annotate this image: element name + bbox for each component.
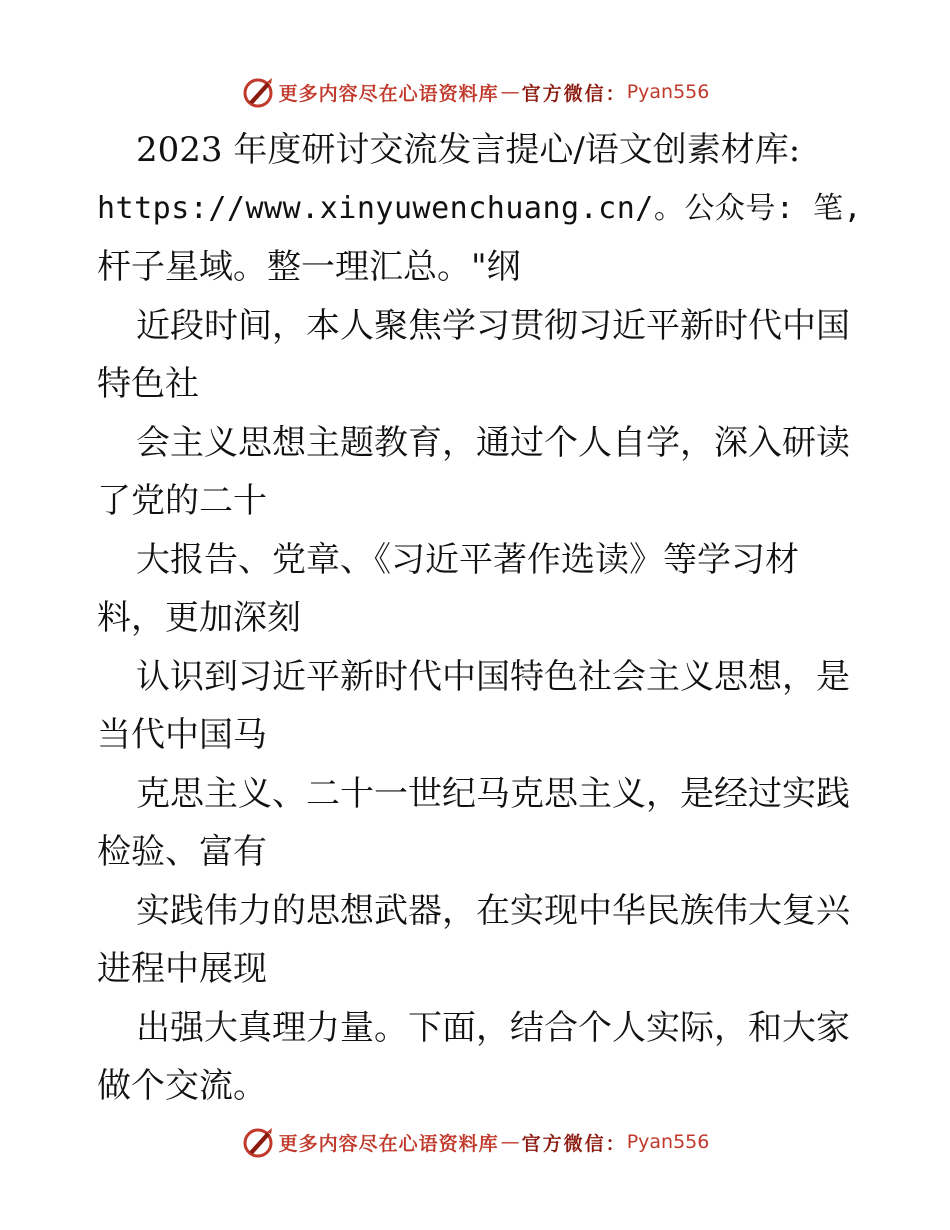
watermark-dash: — xyxy=(500,81,520,103)
text-line: 会主义思想主题教育，通过个人自学，深入研读 xyxy=(136,422,850,463)
quill-pen-logo-icon xyxy=(241,75,275,109)
watermark-site-text: 更多内容尽在心语资料库 xyxy=(278,82,499,105)
text-line: 检验、富有 xyxy=(97,832,267,872)
text-line: 大报告、党章、《习近平著作选读》等学习材 xyxy=(136,539,799,580)
text-line: 克思主义、二十一世纪马克思主义，是经过实践 xyxy=(136,773,850,814)
footer-watermark xyxy=(0,1122,950,1162)
text-line: 实践伟力的思想武器，在实现中华民族伟大复兴 xyxy=(136,890,850,931)
text-line: 认识到习近平新时代中国特色社会主义思想，是 xyxy=(136,656,850,697)
watermark-wechat-label: 官方微信： xyxy=(521,1132,627,1155)
watermark-wechat-label: 官方微信： xyxy=(521,82,627,105)
text-line: 杆子星域。整一理汇总。"纲 xyxy=(97,247,521,287)
text-line: https://www.xinyuwenchuang.cn/。公众号: 笔, xyxy=(97,190,863,226)
text-line: 近段时间，本人聚焦学习贯彻习近平新时代中国 xyxy=(136,305,850,346)
watermark-wechat-id: Pyan556 xyxy=(626,81,710,103)
text-line: 当代中国马 xyxy=(97,715,267,755)
text-line: 进程中展现 xyxy=(97,949,267,989)
watermark-dash: — xyxy=(500,1131,520,1153)
header-watermark xyxy=(0,72,950,112)
quill-pen-logo-icon xyxy=(241,1125,275,1159)
text-line: 2023 年度研讨交流发言提心/语文创素材库: xyxy=(136,130,801,170)
text-line: 出强大真理力量。下面，结合个人实际，和大家 xyxy=(136,1007,850,1048)
text-line: 做个交流。 xyxy=(97,1066,267,1106)
text-line: 料，更加深刻 xyxy=(97,598,301,638)
watermark-site-text: 更多内容尽在心语资料库 xyxy=(278,1132,499,1155)
document-body xyxy=(97,121,863,1116)
watermark-wechat-id: Pyan556 xyxy=(626,1131,710,1153)
text-line: 了党的二十 xyxy=(97,481,267,521)
text-line: 特色社 xyxy=(97,364,199,404)
